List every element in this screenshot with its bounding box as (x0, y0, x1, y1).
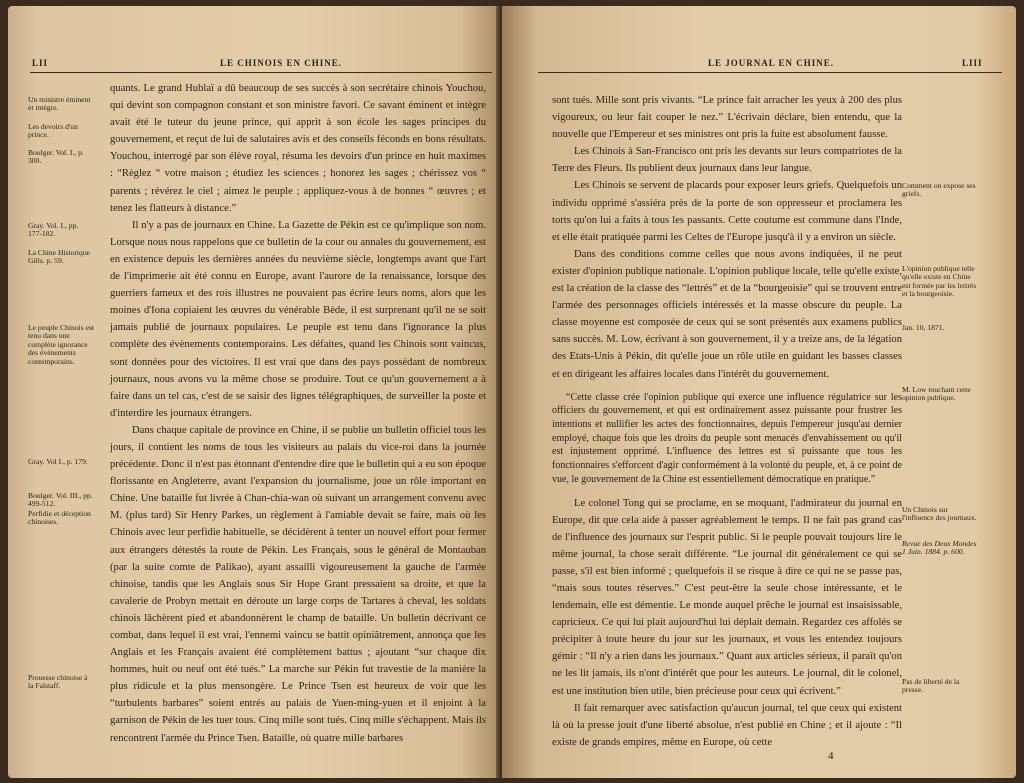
paragraph: Il fait remarquer avec satisfaction qu'aucun journal, tel que ceux qui existent là où la presse jouit d'une liberté absolue, n'est publié en Chine ; et il ajoute : “Il existe de grands empires, même en Europe, où cette (552, 702, 902, 748)
paragraph: Les Chinois à San-Francisco ont pris les devants sur leurs compatriotes de la Terre des Fleurs. Ils publient deux journaux dans leur langue. (552, 146, 902, 175)
left-page (8, 6, 500, 778)
header-rule (538, 72, 1002, 73)
paragraph: sont tués. Mille sont pris vivants. “Le prince fait arracher les yeux à 200 des plus vigoureux, ou leur fait couper le nez.” L'écrivain déclare, bien entendu, que la nouvelle que l'Empereur et ses ministres ont pris la fuite est absolument fausse. (552, 95, 902, 141)
margin-note: Un Chinois sur l'influence des journaux. (902, 505, 977, 523)
paragraph: Le colonel Tong qui se proclame, en se moquant, l'admirateur du journal en Europe, dit que cela aide à passer agréablement le temps. Il ne fait pas grand cas de l'influence des journaux sur l'esprit public. Si le peuple pouvait toujours lire le même journal, la chose serait différente. “Le journal dit généralement ce qui se passe, s'il est bien informé ; quelquefois il se risque à dire ce qui ne se passe pas, “mais sous toutes réserves.” C'est peut-être la seule chose intéressante, et le lendemain, elle est démentie. Le monde auquel prêche le journal est insaisissable, capricieux. Ce qui lui plait aujourd'hui lui déplait demain. Regardez ces affolés se précipiter à toute heure du jour sur les journaux, et vous les entendez toujours gémir : “Il n'y a rien dans les journaux.” Quant aux articles sérieux, il paraît qu'on ne les lit jamais, ils n'ont d'intérêt que pour les auteurs. Le journal, dit le colonel, est une institution bien utile, bien précieuse pour ceux qui écrivent.” (552, 497, 902, 697)
paragraph: Il n'y a pas de journaux en Chine. La Gazette de Pékin est ce qu'implique son nom. Lorsque nous nous rappelons que ce bulletin de la cour ou annales du gouvernement, est en existence depuis les dernières années du neuvième siècle, longtemps avant que l'art de l'imprimerie ait été connu en Europe, avant l'aurore de la renaissance, lorsque des guerriers fameux et des rois illustres ne pouvaient pas écrire leurs noms, alors que les moines d'Iona copiaient les œuvres du vénérable Bède, il est surprenant qu'il ne se soit jamais publié de journaux populaires. Le peuple est tenu dans l'ignorance la plus complète des évènements contemporains. Les défaites, quand les Chinois sont vaincus, sont données pour des victoires. Il est vrai que dans des pays possédant de nombreux journaux, nous avons vu la même chose se produire. Tout ce qu'un gouvernement a à faire dans un tel cas, c'est de se saisir des lignes télégraphiques, de surveiller la poste et d'interdire les journaux étrangers. (110, 219, 486, 419)
paragraph: Dans chaque capitale de province en Chine, il se publie un bulletin officiel tous les jours, il contient les noms de tous les visiteurs au palais du vice-roi dans la journée précédente. Donc il n'est pas étonnant d'entendre dire que le bulletin qui a eu son époque florissante en Angleterre, avant l'expansion du journalisme, joue un rôle important en Chine. Une bataille fut livrée à Chan-chia-wan où suivant un arrangement convenu avec M. (plus tard) Sir Henry Parkes, un règlement à l'amiable devait se faire, mais où les Chinois avec leur perfidie habituelle, se décidèrent à tenter un nouvel effort pour fermer aux étrangers détestés la route de Pékin. Les Français, sous le général de Montauban (par la suite comte de Palikao), ayant assailli vigoureusement la gauche de l'armée chinoise, tandis que les Anglais sous Sir Hope Grant pressaient sa droite, et que la cavalerie de Probyn mettait en déroute un large corps de Tartares à cheval, les soldats chinois lâchèrent pied et abandonnèrent le champ de bataille. Un bulletin décrivant ce combat, dans lequel il est vrai, l'ennemi vaincu se battit opiniâtrement, annonça que les Anglais et les Français avaient été complètement battus ; ajoutant “sur chaque dix hommes, huit ou neuf ont été tués.” La marche sur Pékin fut travestie de la manière la plus ridicule et la plus mensongère. Le Prince Tsen est heureux de voir que les “turbulents barbares” soient entrés au palais de Yuen-ming-yuen et il enjoint à la garnison de Pékin de les tuer tous. Cinq mille sont tués. Cinq mille s'échappent. Mais ils rencontrent l'armée du Prince Tsen. Bataille, où quatre mille barbares (110, 424, 486, 744)
paragraph: Les Chinois se servent de placards pour exposer leurs griefs. Quelquefois un individu opprimé s'assiéra près de la porte de son oppresseur et proclamera les torts qu'on lui a faits à tous les passants. Cette coutume est commune dans l'Inde, et elle était pratiquée parmi les Celtes de l'Europe jusqu'à il y a environ un siècle. (552, 180, 902, 243)
left-running-title: LE CHINOIS EN CHINE. (220, 58, 343, 68)
signature-mark: 4 (828, 750, 834, 762)
margin-note: Comment on expose ses griefs. (902, 181, 976, 199)
paragraph: quants. Le grand Hublaï a dû beaucoup de ses succès à son secrétaire chinois Youchou, qui devint son compagnon constant et son ministre favori. Ce savant éminent et intègre avait été le tuteur du jeune prince, qui apprit à son école les sages principes du gouvernement, et reçut de lui de salutaires avis et des conseils féconds en bons résultats. Youchou, interrogé par son élève royal, résuma les devoirs d'un prince en huit maximes : “Règlez “ votre maison ; étudiez les sciences ; honorez les sages ; chérissez vos “ parents ; révérez le ciel ; aimez le peuple ; appliquez-vous à de bonnes “ œuvres ; et tenez les flatteurs à distance.” (110, 83, 486, 214)
left-page-number: LII (32, 58, 49, 68)
margin-note: Revue des Deux Mondes 1 Juin. 1884. p. 600. (902, 539, 977, 557)
left-body-text (110, 80, 486, 747)
right-running-title: LE JOURNAL EN CHINE. (708, 58, 835, 68)
paragraph: Dans des conditions comme celles que nous avons indiquées, il ne peut exister d'opinion publique nationale. L'opinion publique locale, telle qu'elle existe, est la création de la classe des “lettrés” et de la “bourgeoisie” qui se trouvent entre l'armée des personnages officiels intéressés et la masse obscure du peuple. La classe moyenne est composée de ceux qui se sont présentés aux examens publics sans succès. M. Low, écrivant à son gouvernement, il y a treize ans, de la légation des Etats-Unis à Pékin, dit qu'elle joue un rôle utile en guidant les basses classes et en dirigeant les affaires locales dans l'intérêt du gouvernement. (552, 248, 902, 380)
margin-note: M. Low touchant cette opinion publique. (902, 385, 971, 403)
margin-note: Boulger. Vol. III., pp. 499-512. (28, 491, 93, 509)
margin-note: Perfidie et déception chinoises. (28, 509, 91, 527)
margin-note: Boulger. Vol. I., p. 300. (28, 148, 84, 166)
right-body-text (552, 92, 902, 751)
margin-note: Gray. Vol I., p. 179. (28, 457, 88, 466)
margin-note: La Chine Historique Gills. p. 59. (28, 248, 91, 266)
block-quote: “Cette classe crée l'opinion publique qui exerce une influence régulatrice sur les officiers du gouvernement, et qui est ordinairement assez puissante pour frustrer les intentions et nullifier les actes des fonctionnaires, depuis l'empereur jusqu'au dernier employé, chaque fois que les droits du peuple sont menacés d'envahissement ou qu'il est injustement opprimé. L'influence des lettres est si puissante que tous les fonctionnaires s'efforcent d'agir conformément à la volonté du peuple, et, à ce point de vue, le gouvernement de la Chine est essentiellement démocratique en pratique.” (552, 391, 902, 485)
margin-note: Le peuple Chinois est tenu dans une complète ignorance des évènements contemporains. (28, 323, 95, 366)
margin-note: Pas de liberté de la presse. (902, 677, 960, 695)
margin-note: Un ministre éminent et intègre. (28, 95, 91, 113)
right-page-number: LIII (962, 58, 983, 68)
margin-note: Jan. 10, 1871. (902, 323, 945, 332)
right-page (502, 6, 1016, 778)
margin-note: Les devoirs d'un prince. (28, 122, 78, 140)
margin-note: L'opinion publique telle qu'elle existe en Chine est formée par les lettrés et la bourgeoisie. (902, 264, 977, 299)
header-rule (30, 72, 492, 73)
margin-note: Gray. Vol. I., pp. 177-182. (28, 221, 79, 239)
margin-note: Prouesse chinoise à la Falstaff. (28, 673, 88, 691)
